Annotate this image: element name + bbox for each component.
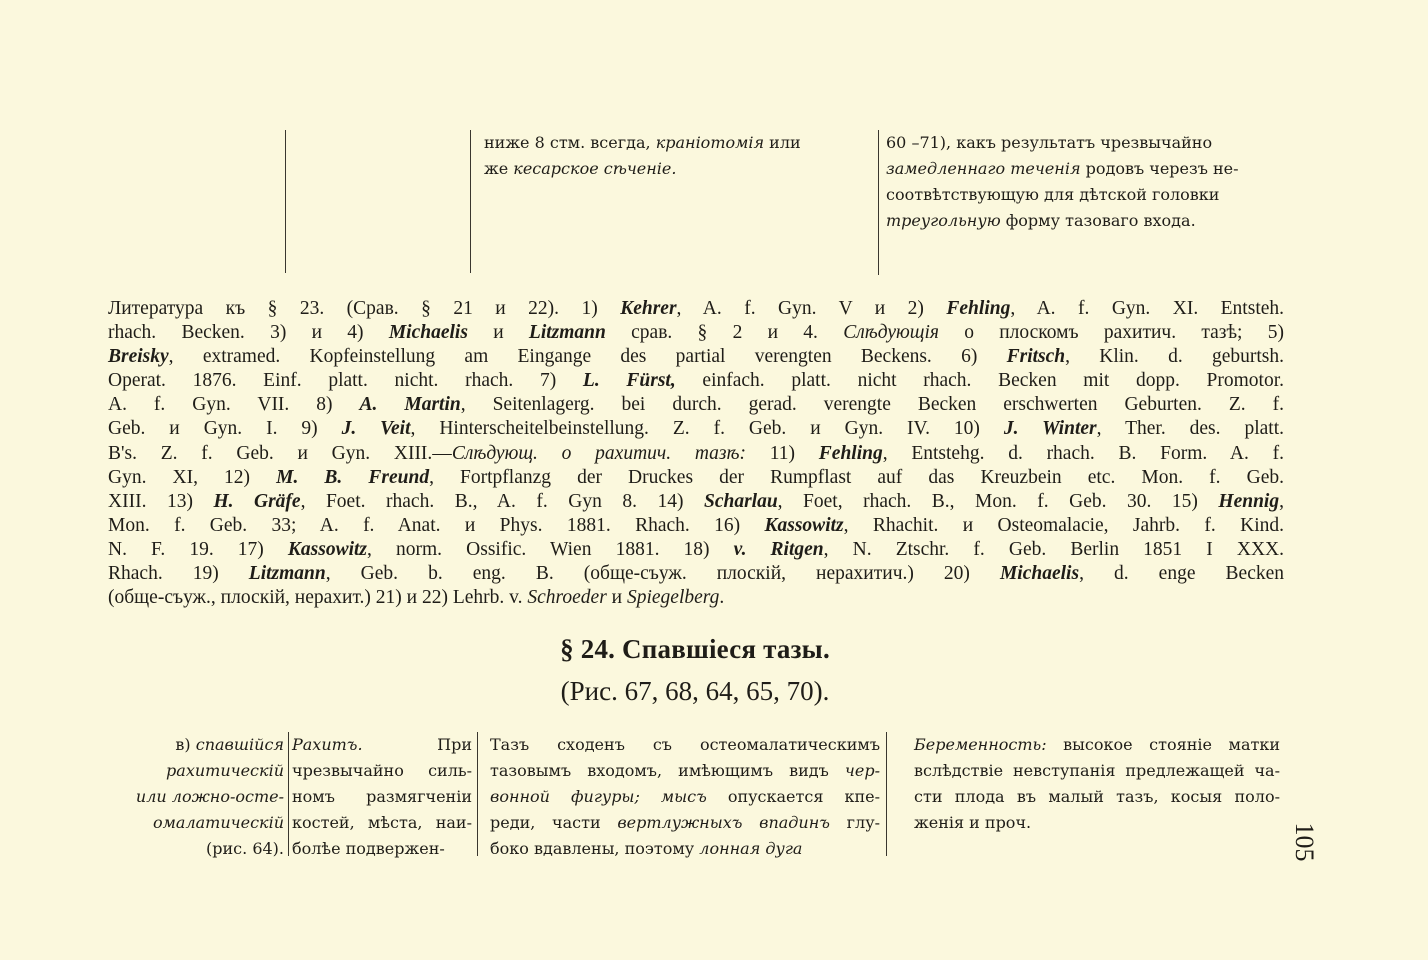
text-run: A. f. Gyn. VII. 8): [108, 394, 360, 416]
text-line: [886, 182, 1278, 208]
text-run: опускается кпе-: [706, 787, 880, 806]
text-line: [108, 562, 1284, 586]
text-line: [886, 130, 1278, 156]
bottom-table-col4: [914, 732, 1280, 836]
column-rule: [477, 732, 478, 856]
text-run: сти плода въ малый тазъ, косыя поло-: [914, 787, 1280, 806]
text-run: или: [764, 133, 801, 152]
text-line: [108, 321, 1284, 345]
italic-text: L. Fürst,: [582, 370, 676, 392]
italic-text: Schroeder: [527, 587, 607, 609]
text-run: , Geb. b. eng. B. (обще-съуж. плоскій, нерахитич.) 20): [325, 563, 1000, 585]
italic-text: Scharlau: [703, 490, 778, 512]
text-run: форму тазоваго входа.: [1000, 211, 1196, 230]
italic-text: лонная дуга: [699, 839, 803, 858]
text-run: о плоскомъ рахитич. тазѣ; 5): [938, 322, 1284, 344]
text-run: (обще-съуж., плоскій, нерахит.) 21) и 22) Lehrb. v.: [108, 587, 528, 609]
text-line: [292, 810, 472, 836]
italic-text: Michaelis: [999, 563, 1080, 585]
text-run: , Fortpflanzg der Druckes der Rumpflast auf das Kreuzbein etc. Mon. f. Geb.: [429, 466, 1284, 488]
text-run: и: [606, 587, 627, 609]
text-line: [490, 758, 880, 784]
italic-text: треугольную: [886, 211, 1001, 230]
italic-text: Breisky: [108, 346, 169, 368]
italic-text: Litzmann: [528, 322, 606, 344]
text-run: реди, части: [490, 813, 618, 832]
top-table-col3: [886, 130, 1278, 234]
text-run: 11): [746, 442, 819, 464]
text-line: [108, 345, 1284, 369]
text-line: [490, 784, 880, 810]
text-run: , Foet. rhach. B., A. f. Gyn 8. 14): [300, 490, 704, 512]
text-run: номъ размягченіи: [292, 787, 472, 806]
text-run: болѣе подвержен-: [292, 839, 445, 858]
section-title: § 24. Спавшіеся тазы.: [560, 634, 830, 664]
text-run: , norm. Ossific. Wien 1881. 18): [367, 538, 734, 560]
text-run: 60 –71), какъ результатъ чрезвычайно: [886, 133, 1213, 152]
text-run: (рис. 64).: [206, 839, 284, 858]
text-run: , Ther. des. platt.: [1096, 418, 1284, 440]
bottom-table-col1: [108, 732, 284, 862]
text-run: Rhach. 19): [108, 563, 249, 585]
italic-text: J. Veit: [341, 418, 411, 440]
text-line: [914, 732, 1280, 758]
text-run: Литература къ § 23. (Срав. § 21 и 22). 1): [108, 298, 621, 319]
text-run: einfach. platt. nicht rhach. Becken mit dopp. Promotor.: [675, 370, 1285, 392]
text-run: глу-: [829, 813, 881, 832]
italic-text: M. B. Freund: [276, 466, 430, 488]
text-run: и: [467, 322, 529, 344]
column-rule: [288, 732, 289, 856]
text-run: , Entstehg. d. rhach. B. Form. A. f.: [882, 442, 1284, 464]
text-run: тазовымъ входомъ, имѣющимъ видъ: [490, 761, 845, 780]
italic-text: спавшійся: [195, 735, 284, 754]
text-run: , Seitenlagerg. bei durch. gerad. verengte Becken erschwerten Geburten. Z. f.: [460, 394, 1284, 416]
italic-text: Kassowitz: [764, 514, 844, 536]
text-line: [108, 784, 284, 810]
column-rule: [285, 130, 286, 273]
text-run: боко вдавлены, поэтому: [490, 839, 700, 858]
text-run: , Foet, rhach. B., Mon. f. Geb. 30. 15): [777, 490, 1219, 512]
text-line: [490, 810, 880, 836]
text-line: [886, 156, 1278, 182]
text-run: При: [362, 735, 472, 754]
italic-text: вертлужныхъ впадинъ: [617, 813, 830, 832]
literature-block: [108, 297, 1284, 610]
italic-text: Слѣдующія: [843, 322, 939, 344]
italic-text: кесарское сѣченіе.: [513, 159, 677, 178]
italic-text: v. Ritgen: [733, 538, 824, 560]
italic-text: замедленнаго теченія: [886, 159, 1081, 178]
italic-text: Рахитъ.: [292, 735, 363, 754]
text-run: Operat. 1876. Einf. platt. nicht. rhach. 7): [108, 370, 583, 392]
text-run: ниже 8 стм. всегда,: [484, 133, 656, 152]
text-run: в): [175, 735, 196, 754]
column-rule: [878, 130, 879, 275]
text-line: [108, 297, 1284, 321]
text-line: [886, 208, 1278, 234]
text-line: [108, 538, 1284, 562]
italic-text: чер-: [844, 761, 880, 780]
italic-text: Беременность:: [914, 735, 1047, 754]
text-line: [108, 586, 1284, 610]
text-line: [914, 810, 1280, 836]
italic-text: омалатическій: [153, 813, 284, 832]
text-run: соотвѣтствующую для дѣтской головки: [886, 185, 1220, 204]
text-line: [108, 732, 284, 758]
text-run: костей, мѣста, наи-: [292, 813, 472, 832]
text-line: [490, 836, 880, 862]
text-run: Mon. f. Geb. 33; A. f. Anat. и Phys. 1881. Rhach. 16): [108, 514, 765, 536]
text-line: [108, 417, 1284, 441]
text-line: [292, 784, 472, 810]
text-run: , Klin. d. geburtsh.: [1065, 346, 1284, 368]
text-line: [490, 732, 880, 758]
text-run: , A. f. Gyn. V и 2): [676, 298, 947, 319]
text-run: , d. enge Becken: [1079, 563, 1284, 585]
text-run: же: [484, 159, 514, 178]
text-run: женія и проч.: [914, 813, 1032, 832]
column-rule: [470, 130, 471, 273]
italic-text: Fritsch: [1006, 346, 1066, 368]
italic-text: Michaelis: [388, 322, 468, 344]
italic-text: Kassowitz: [287, 538, 368, 560]
text-run: ,: [1279, 490, 1284, 512]
text-line: [108, 442, 1284, 466]
text-run: Gyn. XI, 12): [108, 466, 277, 488]
text-run: XIII. 13): [108, 490, 214, 512]
text-run: , extramed. Kopfeinstellung am Eingange des partial verengten Beckens. 6): [168, 346, 1007, 368]
text-line: [484, 156, 874, 182]
text-line: [108, 836, 284, 862]
text-line: [108, 758, 284, 784]
text-line: [108, 393, 1284, 417]
text-line: [108, 810, 284, 836]
text-run: , Hinterscheitelbeinstellung. Z. f. Geb. и Gyn. IV. 10): [410, 418, 1004, 440]
text-run: , Rhachit. и Osteomalacie, Jahrb. f. Kind.: [843, 514, 1284, 536]
top-table-col2: [484, 130, 874, 182]
bottom-table-col2: [292, 732, 472, 862]
section-subtitle: (Рис. 67, 68, 64, 65, 70).: [560, 676, 830, 706]
text-run: .: [719, 587, 725, 609]
text-line: [914, 758, 1280, 784]
italic-text: A. Martin: [359, 394, 461, 416]
text-run: Geb. и Gyn. I. 9): [108, 418, 342, 440]
page-number: 105: [1290, 822, 1319, 862]
text-run: , N. Ztschr. f. Geb. Berlin 1851 I XXX.: [823, 538, 1285, 560]
italic-text: Слѣдующ. о рахитич. тазѣ:: [451, 442, 747, 464]
italic-text: H. Gräfe: [213, 490, 301, 512]
italic-text: Kehrer: [620, 298, 677, 319]
text-run: вслѣдствіе невступанія предлежащей ча-: [914, 761, 1280, 780]
italic-text: краніотомія: [655, 133, 765, 152]
italic-text: Hennig: [1218, 490, 1280, 512]
text-line: [484, 130, 874, 156]
text-run: N. F. 19. 17): [108, 538, 288, 560]
text-run: B's. Z. f. Geb. и Gyn. XIII.—: [108, 442, 452, 464]
italic-text: вонной фигуры; мысъ: [490, 787, 707, 806]
text-line: [108, 369, 1284, 393]
italic-text: рахитическій: [166, 761, 284, 780]
text-line: [292, 732, 472, 758]
italic-text: Fehling: [818, 442, 883, 464]
text-run: rhach. Becken. 3) и 4): [108, 322, 389, 344]
text-line: [108, 514, 1284, 538]
italic-text: Fehling: [946, 298, 1011, 319]
text-run: чрезвычайно силь-: [292, 761, 472, 780]
text-line: [914, 784, 1280, 810]
text-run: срав. § 2 и 4.: [605, 322, 844, 344]
column-rule: [886, 732, 887, 856]
italic-text: Litzmann: [248, 563, 326, 585]
text-run: высокое стояніе матки: [1046, 735, 1280, 754]
text-line: [108, 466, 1284, 490]
text-run: родовъ черезъ не-: [1080, 159, 1239, 178]
text-run: , A. f. Gyn. XI. Entsteh.: [1010, 298, 1285, 319]
text-line: [108, 490, 1284, 514]
italic-text: или ложно-остe-: [135, 787, 284, 806]
text-line: [292, 836, 472, 862]
italic-text: Spiegelberg: [626, 587, 720, 609]
text-run: Тазъ сходенъ съ остеомалатическимъ: [490, 735, 880, 754]
italic-text: J. Winter: [1003, 418, 1097, 440]
text-line: [292, 758, 472, 784]
bottom-table-col3: [490, 732, 880, 862]
